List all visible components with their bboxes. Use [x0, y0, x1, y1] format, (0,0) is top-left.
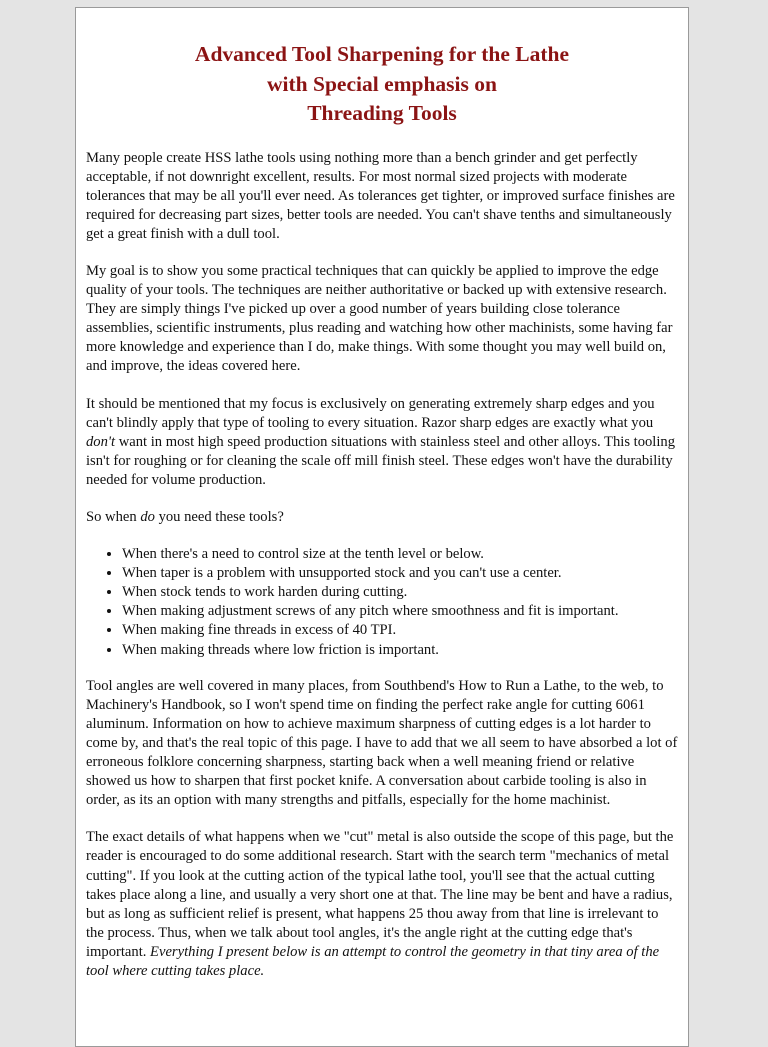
list-item: • When there's a need to control size at the tenth level or below. — [122, 545, 678, 564]
list-item: • When making fine threads in excess of 40 TPI. — [122, 621, 678, 640]
list-item: • When taper is a problem with unsupported stock and you can't use a center. — [122, 564, 678, 583]
title-line-2: with Special emphasis on — [267, 71, 497, 96]
title-line-1: Advanced Tool Sharpening for the Lathe — [194, 42, 570, 66]
list-item: • When stock tends to work harden during cutting. — [122, 583, 678, 602]
paragraph-question-text-a: So when — [86, 509, 141, 525]
paragraph-question-text-b: you need these tools? — [154, 509, 284, 525]
use-case-list — [86, 545, 678, 660]
paragraph-focus-emphasis: don't — [86, 433, 116, 450]
title-line-3: Threading Tools — [307, 101, 457, 125]
paragraph-question — [86, 508, 678, 527]
list-item: • When making adjustment screws of any pitch where smoothness and fit is important. — [122, 602, 678, 621]
list-item: • When making threads where low friction is important. — [122, 641, 678, 660]
paragraph-cutting-details-emphasis: Everything I present below is an attempt to control the geometry in that tiny area of the tool where cutting takes place. — [86, 943, 660, 979]
paragraph-cutting-details — [86, 828, 678, 981]
paragraph-tool-angles: Tool angles are well covered in many places, from Southbend's How to Run a Lathe, to the web, to Machinery's Handbook, so I won't spend time on finding the perfect rake angle for cutting 6061 aluminum. Information on how to achieve maximum sharpness of cutting edges is a lot harder to come by, and that's the real topic of this page. I have to add that we all seem to have absorbed a lot of erroneous folklore concerning sharpness, starting back when a well meaning friend or relative showed us how to sharpen that first pocket knife. A conversation about carbide tooling is also in order, as its an option with many strengths and pitfalls, especially for the home machinist. — [86, 677, 678, 809]
paragraph-focus-text-b: want in most high speed production situations with stainless steel and other alloys. This tooling isn't for roughing or for cleaning the scale off mill finish steel. These edges won't have the durability needed for volume production. — [86, 433, 675, 488]
paragraph-focus-text-a: It should be mentioned that my focus is exclusively on generating extremely sharp edges and you can't blindly apply that type of tooling to every situation. Razor sharp edges are exactly what you — [86, 395, 655, 431]
paragraph-question-emphasis: do — [140, 509, 155, 525]
paragraph-goal: My goal is to show you some practical techniques that can quickly be applied to improve the edge quality of your tools. The techniques are neither authoritative or backed up with extensive research. They are simply things I've picked up over a good number of years building close tolerance assemblies, scientific instruments, plus reading and watching how other machinists, some having far more knowledge and experience than I do, make things. With some thought you may well build on, and improve, the ideas covered here. — [86, 262, 673, 375]
page-title — [86, 40, 678, 129]
document-page — [75, 7, 689, 1047]
paragraph-focus — [86, 395, 678, 490]
paragraph-cutting-details-text: The exact details of what happens when we "cut" metal is also outside the scope of this page, but the reader is encouraged to do some additional research. Start with the search term "mechanics of metal cutting". If you look at the cutting action of the typical lathe tool, you'll see that the actual cutting takes place along a line, and usually a very short one at that. The line may be bent and have a radius, but as long as sufficient relief is present, what happens 25 thou away from that line is irrelevant to the process. Thus, when we talk about tool angles, it's the angle right at the cutting edge that's important. — [86, 829, 674, 960]
paragraph-intro: Many people create HSS lathe tools using nothing more than a bench grinder and get perfectly acceptable, if not downright excellent, results. For most normal sized projects with moderate tolerances that may be all you'll ever need. As tolerances get tighter, or improved surface finishes are required for decreasing part sizes, better tools are needed. You can't shave tenths and simultaneously get a great finish with a dull tool. — [86, 149, 675, 242]
